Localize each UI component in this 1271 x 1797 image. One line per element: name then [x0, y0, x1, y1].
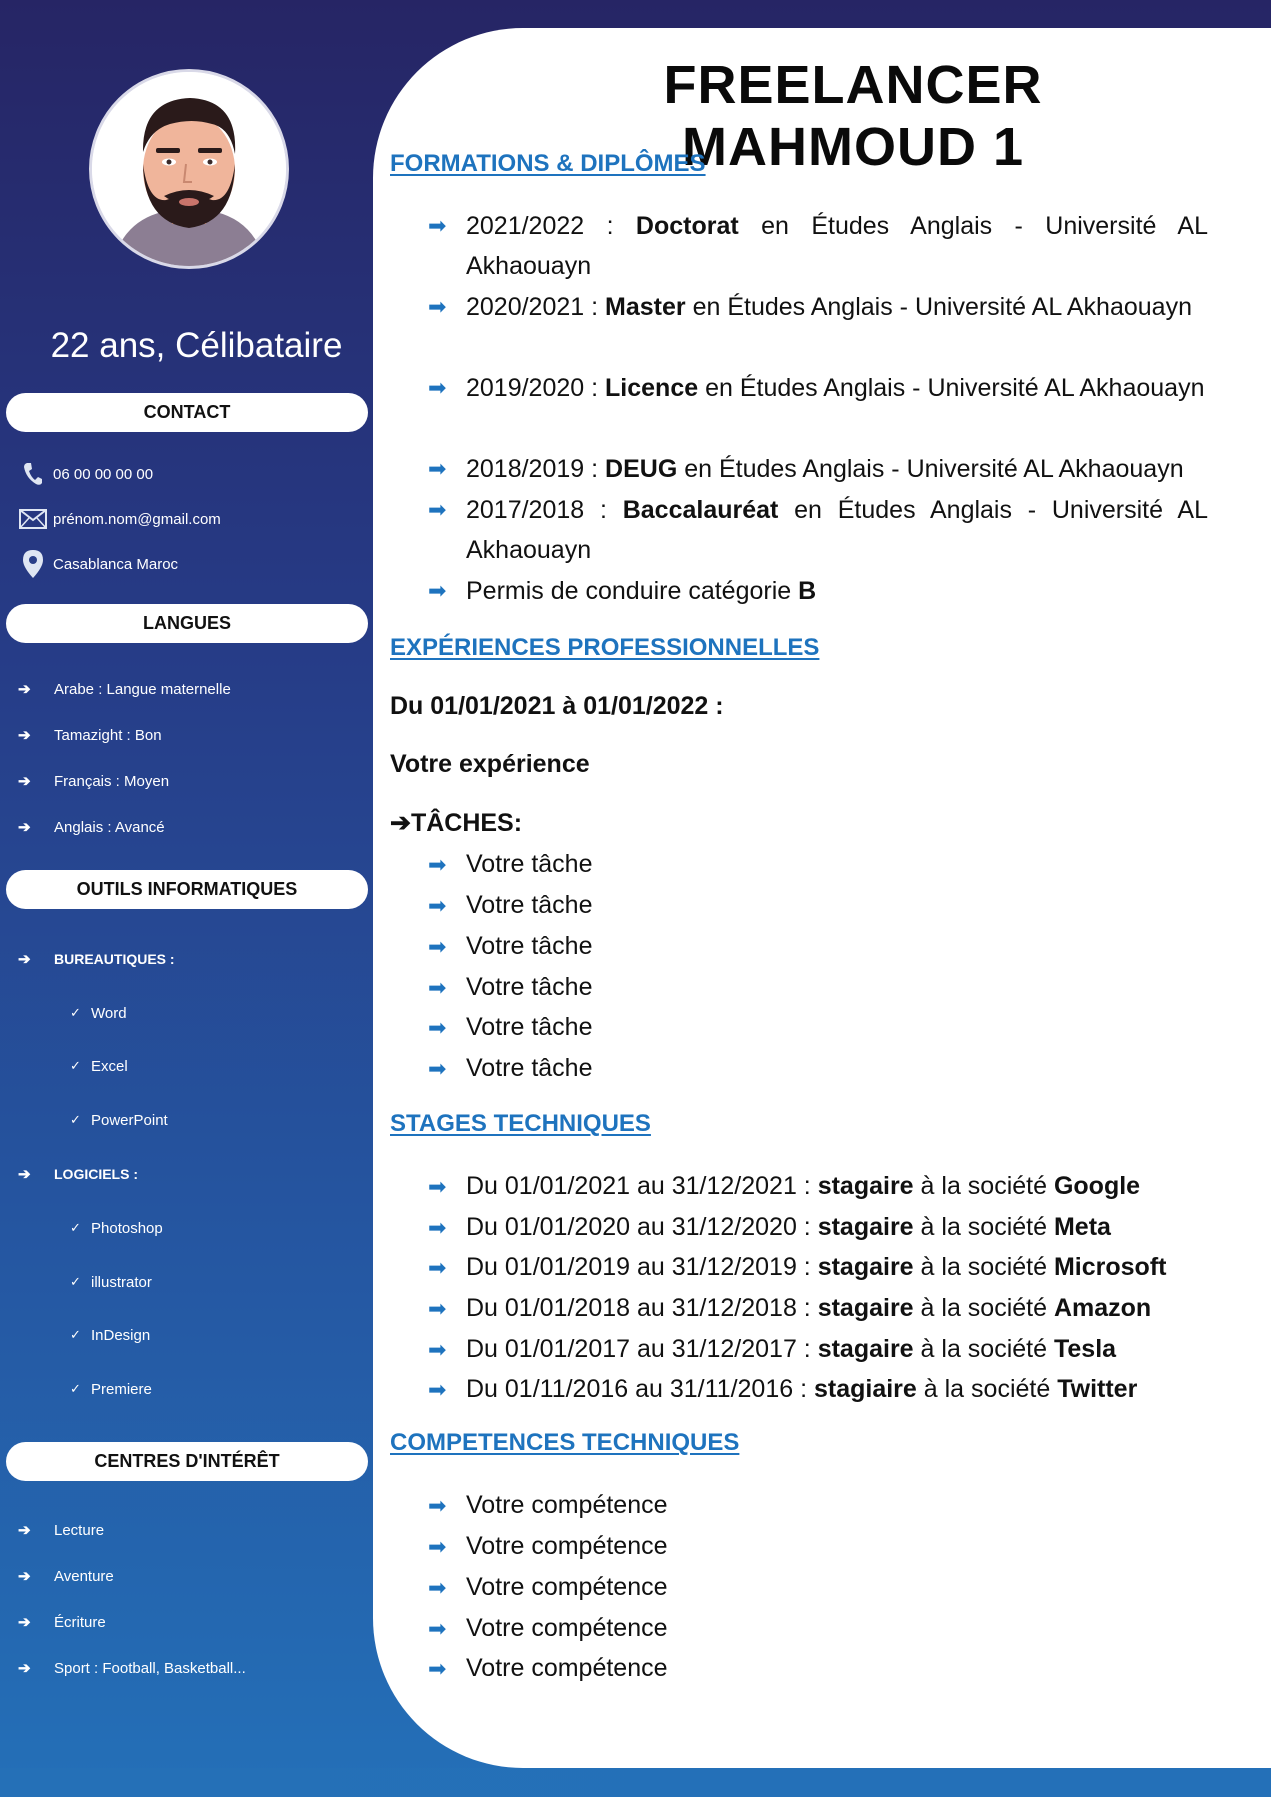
interest-item: [18, 1519, 104, 1541]
license-category: B: [798, 577, 817, 605]
internships-heading: STAGES TECHNIQUES: [390, 1110, 651, 1137]
arrow-right-icon: ➡: [428, 578, 447, 603]
arrow-right-icon: ➔: [18, 1614, 31, 1631]
arrow-right-icon: ➔: [18, 1660, 31, 1677]
skill-label: Votre compétence: [466, 1532, 668, 1560]
task-label: Votre tâche: [466, 932, 593, 960]
arrow-right-icon: ➡: [428, 1493, 447, 1518]
internship-period: Du 01/01/2020 au 31/12/2020 :: [466, 1213, 811, 1241]
internship-item: [428, 1166, 1140, 1207]
office-label: BUREAUTIQUES :: [54, 951, 175, 967]
tasks-label: ➔TÂCHES:: [390, 809, 523, 837]
internship-period: Du 01/01/2019 au 31/12/2019 :: [466, 1253, 811, 1281]
skill-item: [428, 1526, 668, 1567]
envelope-icon: [18, 509, 48, 529]
task-item: [428, 926, 592, 967]
language-item: [18, 770, 169, 792]
check-icon: ✓: [70, 1112, 81, 1127]
arrow-right-icon: ➔: [18, 951, 31, 968]
phone-text: 06 00 00 00 00: [53, 465, 154, 483]
tool-item: [70, 1324, 150, 1346]
skill-label: Votre compétence: [466, 1654, 668, 1682]
arrow-right-icon: ➔: [18, 773, 31, 790]
education-detail: en Études Anglais - Université AL Akhaouayn: [466, 212, 1209, 280]
education-heading: FORMATIONS & DIPLÔMES: [390, 150, 706, 177]
interest-label: Écriture: [54, 1613, 106, 1631]
page-title: FREELANCER MAHMOUD 1: [663, 55, 1043, 177]
software-label: LOGICIELS :: [54, 1166, 138, 1182]
check-icon: ✓: [70, 1220, 81, 1235]
education-detail: en Études Anglais - Université AL Akhaouayn: [466, 496, 1208, 564]
task-label: Votre tâche: [466, 850, 593, 878]
internship-mid: à la société: [920, 1294, 1048, 1322]
tool-item: [70, 1378, 152, 1400]
internship-role: stagiaire: [813, 1375, 917, 1403]
skill-label: Votre compétence: [466, 1573, 668, 1601]
experience-title: Votre expérience: [390, 750, 590, 778]
internship-mid: à la société: [920, 1172, 1048, 1200]
task-item: [428, 844, 592, 885]
internship-company: Tesla: [1053, 1335, 1117, 1363]
avatar-illustration: [92, 72, 286, 266]
education-degree: Licence: [605, 374, 699, 402]
internship-mid: à la société: [920, 1335, 1048, 1363]
tool-item: [70, 1271, 152, 1293]
language-label: Anglais : Avancé: [54, 818, 165, 836]
skill-label: Votre compétence: [466, 1491, 668, 1519]
education-item: [428, 206, 1208, 286]
task-item: [428, 1048, 592, 1089]
location-pin-icon: [18, 549, 48, 579]
education-year: 2018/2019 :: [466, 455, 599, 483]
arrow-right-icon: ➔: [18, 681, 31, 698]
language-item: [18, 816, 165, 838]
arrow-right-icon: ➔: [18, 1166, 31, 1183]
education-item: [428, 368, 1208, 408]
location-text: Casablanca Maroc: [53, 555, 179, 573]
task-label: Votre tâche: [466, 1013, 593, 1041]
arrow-right-icon: ➡: [428, 1656, 447, 1681]
education-year: 2017/2018 :: [466, 496, 607, 524]
contact-email: [18, 504, 221, 534]
internship-mid: à la société: [920, 1213, 1048, 1241]
task-label: Votre tâche: [466, 891, 593, 919]
education-degree: Doctorat: [635, 212, 739, 240]
arrow-right-icon: ➡: [428, 1296, 447, 1321]
task-item: [428, 967, 592, 1008]
check-icon: ✓: [70, 1381, 81, 1396]
check-icon: ✓: [70, 1005, 81, 1020]
education-degree: DEUG: [605, 455, 678, 483]
education-item: [428, 287, 1208, 327]
sidebar: [0, 0, 373, 1797]
skill-item: [428, 1485, 668, 1526]
internship-item: [428, 1247, 1166, 1288]
check-icon: ✓: [70, 1274, 81, 1289]
internship-role: stagaire: [817, 1335, 914, 1363]
tool-label: Excel: [91, 1057, 128, 1075]
arrow-right-icon: ➔: [18, 727, 31, 744]
license-text: Permis de conduire catégorie: [466, 577, 792, 605]
experience-period: Du 01/01/2021 à 01/01/2022 :: [390, 692, 724, 720]
internship-role: stagaire: [817, 1294, 914, 1322]
phone-icon: [18, 462, 48, 486]
arrow-right-icon: ➡: [428, 1575, 447, 1600]
contact-location: [18, 549, 178, 579]
language-label: Arabe : Langue maternelle: [54, 680, 231, 698]
internship-mid: à la société: [923, 1375, 1051, 1403]
internship-company: Twitter: [1057, 1375, 1138, 1403]
tool-item: [70, 1217, 163, 1239]
languages-heading: LANGUES: [6, 604, 368, 643]
internship-period: Du 01/01/2017 au 31/12/2017 :: [466, 1335, 811, 1363]
education-degree: Baccalauréat: [622, 496, 779, 524]
internship-item: [428, 1207, 1111, 1248]
interest-label: Lecture: [54, 1521, 105, 1539]
arrow-right-icon: ➡: [428, 294, 447, 319]
education-detail: en Études Anglais - Université AL Akhaouayn: [684, 455, 1184, 483]
interest-item: [18, 1657, 246, 1679]
education-item: [428, 490, 1208, 570]
avatar: [89, 69, 289, 269]
contact-heading: CONTACT: [6, 393, 368, 432]
language-label: Français : Moyen: [54, 772, 170, 790]
age-status: 22 ans, Célibataire: [50, 326, 343, 365]
arrow-right-icon: ➔: [18, 1568, 31, 1585]
task-label: Votre tâche: [466, 973, 593, 1001]
interest-item: [18, 1565, 114, 1587]
bottom-strip: [0, 1768, 1271, 1797]
arrow-right-icon: ➡: [428, 1337, 447, 1362]
education-year: 2020/2021 :: [466, 293, 599, 321]
internship-item: [428, 1329, 1116, 1370]
task-item: [428, 885, 592, 926]
internship-item: [428, 1288, 1151, 1329]
tools-heading: OUTILS INFORMATIQUES: [6, 870, 368, 909]
arrow-right-icon: ➡: [428, 1174, 447, 1199]
internship-company: Meta: [1053, 1213, 1111, 1241]
internship-mid: à la société: [920, 1253, 1048, 1281]
arrow-right-icon: ➡: [428, 1534, 447, 1559]
language-item: [18, 724, 162, 746]
main-panel: [373, 28, 1271, 1768]
tool-label: PowerPoint: [91, 1111, 168, 1129]
skill-item: [428, 1567, 668, 1608]
education-detail: en Études Anglais - Université AL Akhaouayn: [705, 374, 1205, 402]
tool-item: [70, 1109, 168, 1131]
arrow-right-icon: ➡: [428, 893, 447, 918]
education-detail: en Études Anglais - Université AL Akhaouayn: [692, 293, 1192, 321]
education-year: 2019/2020 :: [466, 374, 599, 402]
check-icon: ✓: [70, 1058, 81, 1073]
tool-label: Word: [91, 1004, 127, 1022]
arrow-right-icon: ➡: [428, 456, 447, 481]
arrow-right-icon: ➡: [428, 975, 447, 1000]
tool-label: Premiere: [91, 1380, 152, 1398]
interests-heading: CENTRES D'INTÉRÊT: [6, 1442, 368, 1481]
arrow-right-icon: ➡: [428, 1616, 447, 1641]
license-item: [428, 571, 1208, 611]
arrow-right-icon: ➡: [428, 497, 447, 522]
email-text: prénom.nom@gmail.com: [53, 510, 221, 528]
arrow-right-icon: ➡: [428, 852, 447, 877]
interest-label: Sport : Football, Basketball...: [54, 1659, 246, 1677]
check-icon: ✓: [70, 1327, 81, 1342]
internship-period: Du 01/11/2016 au 31/11/2016 :: [466, 1375, 808, 1403]
internship-company: Google: [1053, 1172, 1141, 1200]
arrow-right-icon: ➡: [428, 213, 447, 238]
task-item: [428, 1007, 592, 1048]
office-label-row: [18, 948, 175, 970]
internship-item: [428, 1369, 1137, 1410]
skill-label: Votre compétence: [466, 1614, 668, 1642]
tool-label: illustrator: [91, 1273, 152, 1291]
internship-company: Amazon: [1053, 1294, 1152, 1322]
arrow-right-icon: ➡: [428, 1377, 447, 1402]
arrow-right-icon: ➡: [428, 934, 447, 959]
interest-item: [18, 1611, 106, 1633]
interest-label: Aventure: [54, 1567, 114, 1585]
arrow-right-icon: ➡: [428, 1015, 447, 1040]
arrow-right-icon: ➡: [428, 1056, 447, 1081]
internship-period: Du 01/01/2021 au 31/12/2021 :: [466, 1172, 811, 1200]
task-label: Votre tâche: [466, 1054, 593, 1082]
arrow-right-icon: ➡: [428, 375, 447, 400]
internship-role: stagaire: [817, 1253, 914, 1281]
education-degree: Master: [605, 293, 686, 321]
arrow-right-icon: ➔: [18, 819, 31, 836]
software-label-row: [18, 1163, 138, 1185]
arrow-right-icon: ➡: [428, 1255, 447, 1280]
experience-heading: EXPÉRIENCES PROFESSIONNELLES: [390, 634, 820, 661]
internship-company: Microsoft: [1053, 1253, 1167, 1281]
language-item: [18, 678, 231, 700]
tool-label: InDesign: [91, 1326, 151, 1344]
arrow-right-icon: ➡: [428, 1215, 447, 1240]
internship-period: Du 01/01/2018 au 31/12/2018 :: [466, 1294, 811, 1322]
tool-item: [70, 1002, 127, 1024]
language-label: Tamazight : Bon: [54, 726, 162, 744]
internship-role: stagaire: [817, 1172, 914, 1200]
education-item: [428, 449, 1208, 489]
internship-role: stagaire: [817, 1213, 914, 1241]
skill-item: [428, 1608, 668, 1649]
education-year: 2021/2022 :: [466, 212, 614, 240]
skill-item: [428, 1648, 668, 1689]
arrow-right-icon: ➔: [18, 1522, 31, 1539]
tool-item: [70, 1055, 128, 1077]
skills-heading: COMPETENCES TECHNIQUES: [390, 1429, 740, 1456]
tool-label: Photoshop: [91, 1219, 163, 1237]
contact-phone: [18, 459, 153, 489]
